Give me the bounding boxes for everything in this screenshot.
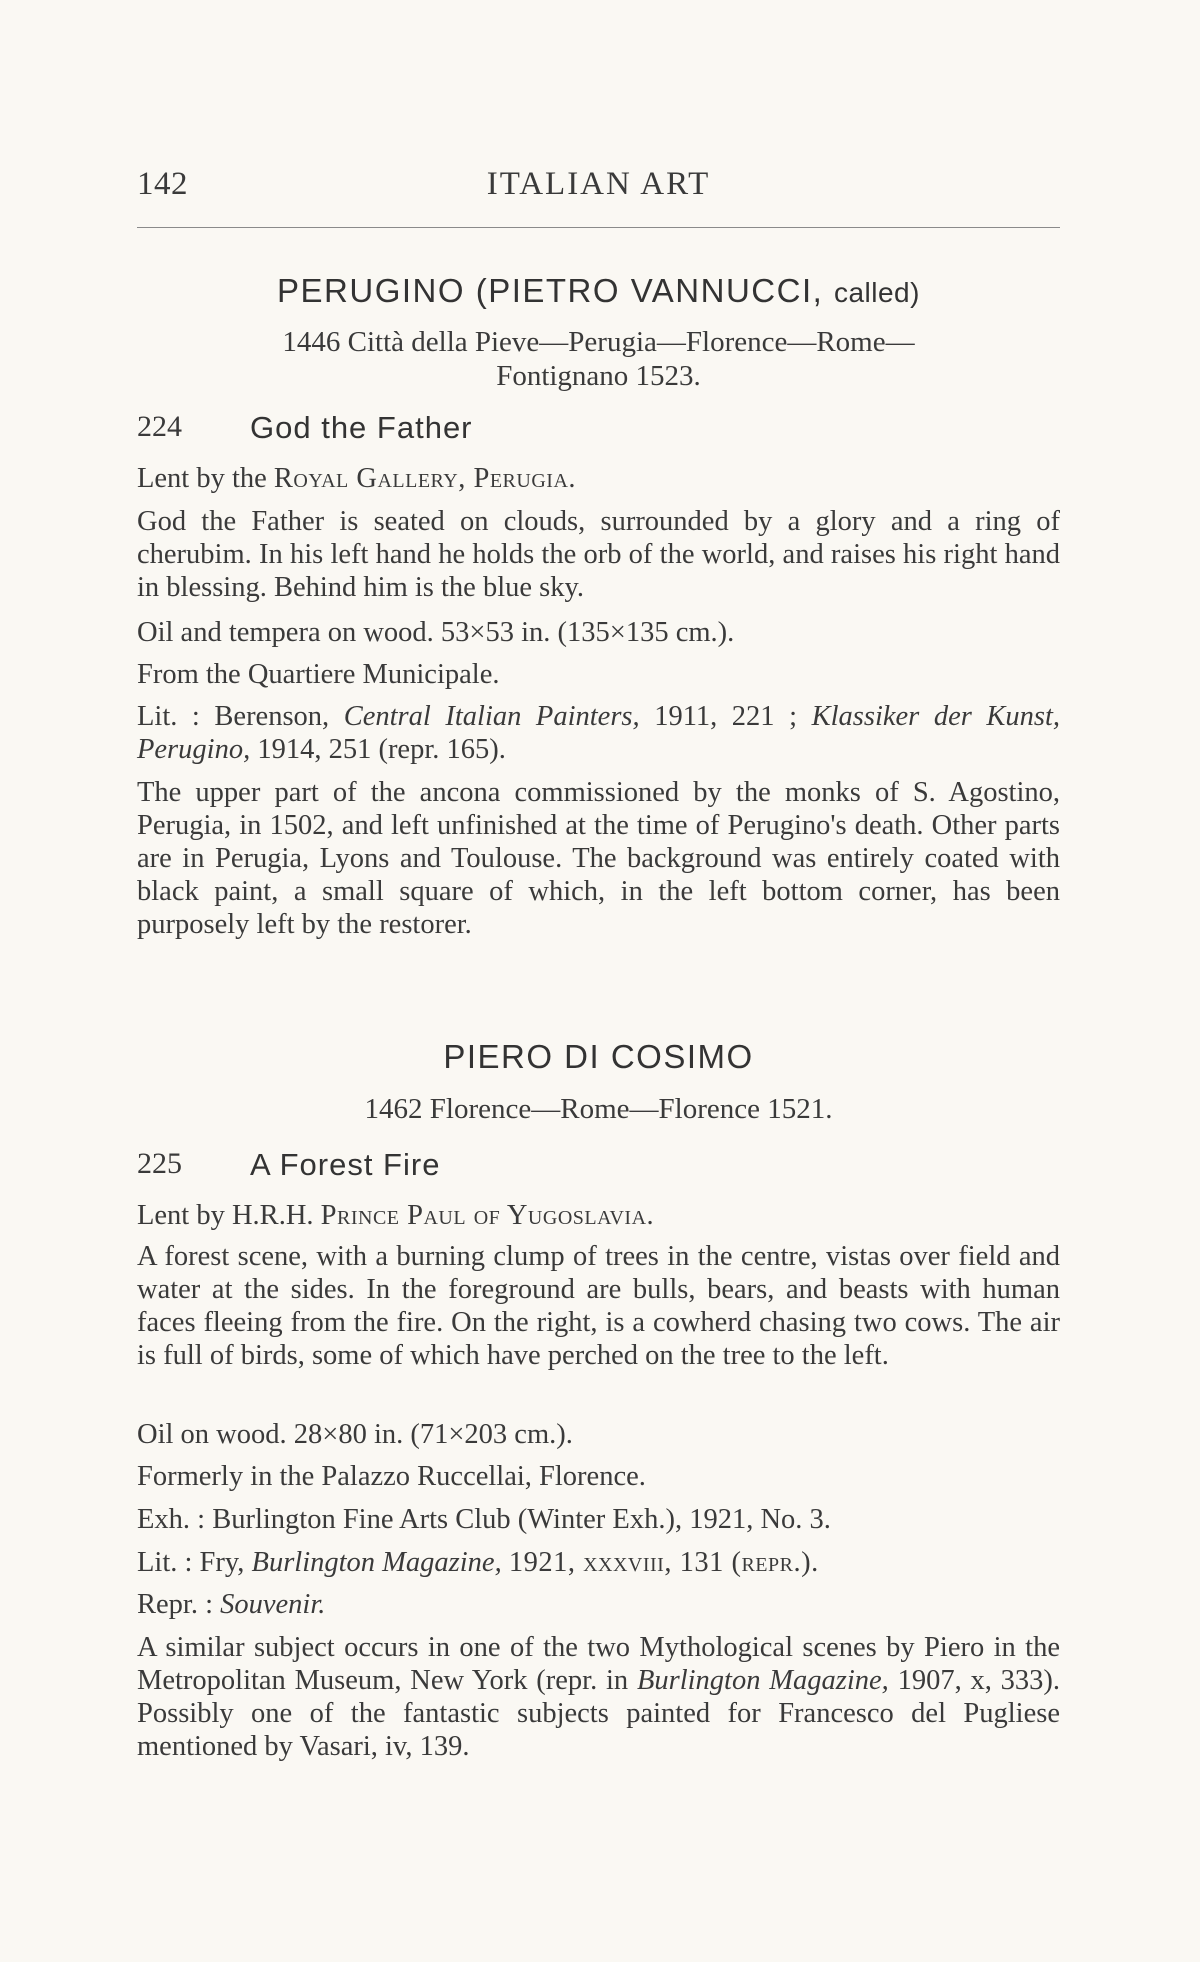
- medium-dimensions: Oil and tempera on wood. 53×53 in. (135×135 cm.).: [137, 617, 735, 648]
- artist-name: [137, 1038, 1060, 1076]
- artist-name: [137, 272, 1060, 310]
- lender-line: [137, 1199, 1060, 1232]
- repr-label: Repr. :: [137, 1589, 213, 1620]
- literature: [137, 700, 1060, 766]
- lit-label: Lit. :: [137, 701, 200, 732]
- lit-work: Burlington Magazine,: [251, 1547, 502, 1578]
- lender-prefix: Lent by H.R.H.: [137, 1200, 314, 1231]
- artist-name-main: PERUGINO (PIETRO VANNUCCI,: [277, 272, 824, 309]
- lit-label: Lit. :: [137, 1547, 193, 1578]
- artist-life-dates-cont: Fontignano 1523.: [496, 360, 701, 392]
- entry-note: [137, 1631, 1060, 1763]
- header-rule: [137, 227, 1060, 228]
- entry-heading: [137, 410, 1060, 450]
- lit-ref: 1921, xxxviii, 131 (repr.).: [508, 1547, 819, 1578]
- note-work: Burlington Magazine,: [636, 1665, 889, 1696]
- artist-life-dates: 1446 Città della Pieve—Perugia—Florence—Rome—: [282, 326, 915, 358]
- lit-work: Central Italian Painters,: [343, 701, 640, 732]
- entry-heading: [137, 1147, 1060, 1187]
- lit-author: Berenson,: [214, 701, 330, 732]
- provenance: From the Quartiere Municipale.: [137, 659, 500, 690]
- lit-ref: 1914, 251 (repr. 165).: [257, 734, 506, 765]
- lender-line: [137, 462, 1060, 495]
- page-number: 142: [137, 166, 188, 202]
- running-title: ITALIAN ART: [486, 166, 711, 202]
- artist-name-main: PIERO DI COSIMO: [443, 1038, 754, 1075]
- entry-title: A Forest Fire: [250, 1147, 441, 1182]
- reproduction: [137, 1588, 1060, 1621]
- artist-life-dates: 1462 Florence—Rome—Florence 1521.: [364, 1093, 833, 1125]
- medium-dimensions: Oil on wood. 28×80 in. (71×203 cm.).: [137, 1419, 573, 1450]
- note-text: 1907, x, 333). Possibly one of the fantastic subjects painted for Francesco del Pugliese mentioned by Vasari, iv, 139.: [137, 1665, 1061, 1762]
- running-head: [137, 166, 1060, 210]
- entry-number: 225: [137, 1147, 182, 1180]
- lender-prefix: Lent by the: [137, 463, 267, 494]
- repr-value: Souvenir.: [220, 1589, 326, 1620]
- provenance: Formerly in the Palazzo Ruccellai, Florence.: [137, 1461, 646, 1492]
- entry-description: A forest scene, with a burning clump of trees in the centre, vistas over field and water at the sides. In the foreground are bulls, bears, and beasts with human faces fleeing from the fire. On the right, is a cowherd chasing two cows. The air is full of birds, some of which have perched on the tree to the left.: [137, 1241, 1060, 1371]
- entry-description: God the Father is seated on clouds, surrounded by a glory and a ring of cherubim. In his left hand he holds the orb of the world, and raises his right hand in blessing. Behind him is the blue sky.: [137, 506, 1060, 603]
- entry-note: The upper part of the ancona commissioned by the monks of S. Agostino, Perugia, in 1502, and left unfinished at the time of Perugino's death. Other parts are in Perugia, Lyons and Toulouse. The background was entirely coated with black paint, a small square of which, in the left bottom corner, has been purposely left by the restorer.: [137, 777, 1060, 940]
- lit-work: Klassiker der Kunst, Perugino,: [137, 701, 1061, 765]
- lender-name: Prince Paul of Yugoslavia.: [320, 1200, 655, 1231]
- entry-title: God the Father: [250, 410, 473, 445]
- entry-number: 224: [137, 410, 182, 443]
- literature: [137, 1546, 1060, 1579]
- exhibition: Exh. : Burlington Fine Arts Club (Winter Exh.), 1921, No. 3.: [137, 1504, 831, 1535]
- lit-ref: 1911, 221 ;: [654, 701, 798, 732]
- lit-author: Fry,: [199, 1547, 245, 1578]
- artist-name-suffix: called): [833, 277, 920, 308]
- note-text: A similar subject occurs in one of the two Mythological scenes by Piero in the Metropolitan Museum, New York (repr. in: [137, 1632, 1060, 1696]
- lender-name: Royal Gallery, Perugia.: [273, 463, 577, 494]
